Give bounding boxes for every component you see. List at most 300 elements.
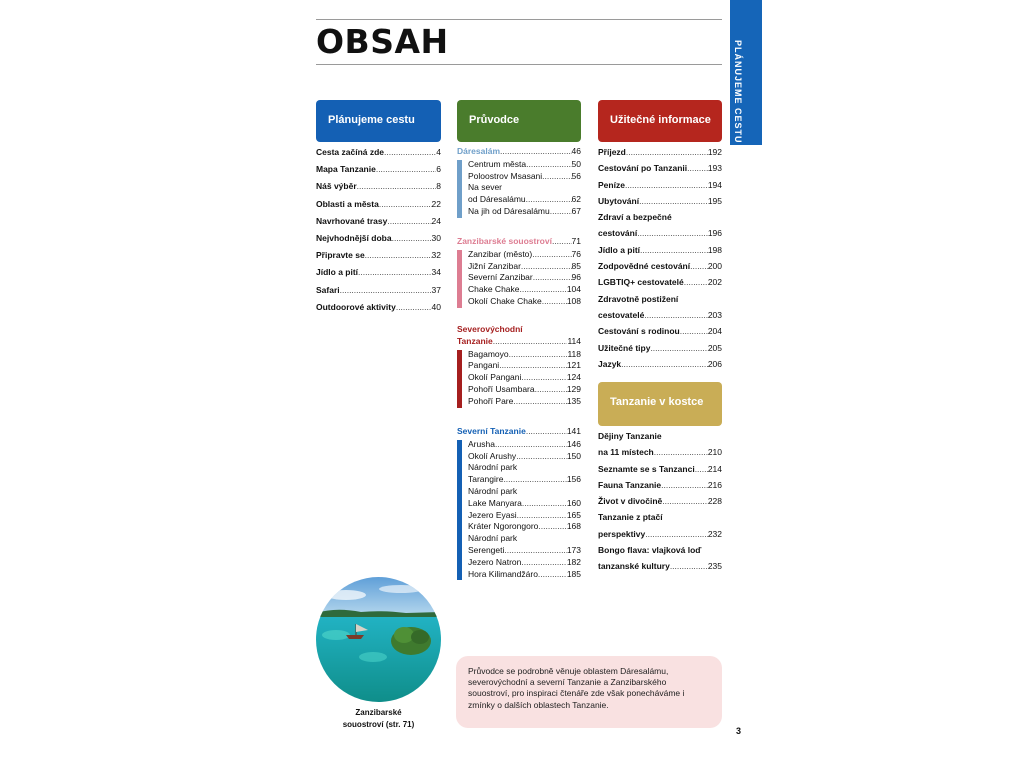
- section-color-bar: [457, 160, 462, 218]
- header-tanzania-overview-label: Tanzanie v kostce: [610, 396, 704, 408]
- toc-entry[interactable]: [468, 349, 581, 361]
- toc-item[interactable]: [468, 372, 581, 384]
- leader-dots: [644, 307, 708, 323]
- toc-entry-label: Peníze: [598, 179, 625, 190]
- toc-entry-label: Jezero Natron: [468, 556, 522, 567]
- toc-entry-label-line: Na sever: [468, 182, 503, 193]
- toc-entry-label: Severní Zanzibar: [468, 272, 533, 283]
- guide-subsection-list: [457, 349, 581, 408]
- toc-entry-page: 30: [431, 233, 441, 244]
- useful-info-toc-list: [598, 144, 722, 372]
- toc-entry-label: Chake Chake: [468, 284, 520, 295]
- toc-item[interactable]: [468, 171, 581, 183]
- leader-dots: [538, 569, 567, 581]
- leader-dots: [639, 193, 708, 209]
- toc-item[interactable]: [316, 196, 441, 213]
- toc-entry-page: 193: [707, 163, 722, 174]
- toc-entry-label: Náš výběr: [316, 181, 357, 192]
- leader-dots: [379, 196, 432, 213]
- toc-item[interactable]: [598, 509, 722, 542]
- toc-item[interactable]: [468, 272, 581, 284]
- toc-entry-label: Život v divočině: [598, 496, 663, 507]
- toc-entry[interactable]: [316, 213, 441, 230]
- toc-entry-label: Užitečné tipy: [598, 342, 651, 353]
- toc-entry-label: Pangani: [468, 360, 500, 371]
- toc-entry-label: Jídlo a pití: [316, 267, 359, 278]
- toc-entry-page: 146: [566, 438, 581, 449]
- leader-dots: [533, 272, 572, 284]
- toc-entry-label: Hora Kilimandžáro: [468, 568, 538, 579]
- toc-item[interactable]: [598, 428, 722, 461]
- toc-entry-label: Ubytování: [598, 195, 640, 206]
- toc-entry-page: 85: [571, 260, 581, 271]
- toc-entry[interactable]: [598, 323, 722, 339]
- overview-toc-list: [598, 428, 722, 575]
- toc-item[interactable]: [468, 284, 581, 296]
- toc-entry-label-line: Bongo flava: vlajková loď: [598, 545, 702, 556]
- toc-entry-label: Cestování s rodinou: [598, 326, 680, 337]
- leader-dots: [654, 444, 708, 460]
- toc-entry[interactable]: [468, 206, 581, 218]
- toc-entry-page: 206: [707, 358, 722, 369]
- toc-entry[interactable]: [468, 159, 581, 171]
- toc-entry-page: 204: [707, 326, 722, 337]
- toc-entry-page: 182: [566, 556, 581, 567]
- toc-entry[interactable]: [468, 569, 581, 581]
- toc-entry-page: 129: [566, 383, 581, 394]
- leader-dots: [513, 396, 566, 408]
- toc-entry[interactable]: [468, 360, 581, 372]
- toc-entry[interactable]: [598, 307, 722, 323]
- toc-item[interactable]: [468, 384, 581, 396]
- toc-entry[interactable]: [468, 439, 581, 451]
- toc-entry-page: 173: [566, 544, 581, 555]
- toc-entry-label: Na jih od Dáresalámu: [468, 205, 550, 216]
- leader-dots: [680, 323, 708, 339]
- toc-item[interactable]: [598, 493, 722, 509]
- leader-dots: [684, 274, 708, 290]
- toc-item[interactable]: [468, 533, 581, 557]
- header-guide[interactable]: [457, 100, 581, 142]
- toc-entry-page: 56: [571, 170, 581, 181]
- toc-entry-label: Cesta začíná zde: [316, 147, 385, 157]
- toc-item[interactable]: [468, 569, 581, 581]
- toc-entry-page: 22: [431, 198, 441, 209]
- leader-dots: [640, 242, 708, 258]
- toc-entry[interactable]: [468, 171, 581, 183]
- toc-entry[interactable]: [316, 299, 441, 316]
- toc-entry[interactable]: [468, 296, 581, 308]
- leader-dots: [690, 258, 708, 274]
- toc-item[interactable]: [468, 451, 581, 463]
- leader-dots: [625, 177, 708, 193]
- guide-section-title-row[interactable]: [457, 336, 581, 348]
- toc-entry-label: cestovatelé: [598, 309, 645, 320]
- leader-dots: [392, 230, 432, 247]
- toc-entry-label: Outdoorové aktivity: [316, 301, 396, 312]
- toc-entry-label-line: Dějiny Tanzanie: [598, 431, 662, 441]
- leader-dots: [550, 206, 572, 218]
- toc-item[interactable]: [316, 144, 441, 161]
- toc-item[interactable]: [598, 274, 722, 290]
- toc-item[interactable]: [468, 182, 581, 206]
- leader-dots: [552, 236, 572, 248]
- toc-entry[interactable]: [468, 384, 581, 396]
- toc-entry-page: 214: [707, 463, 722, 474]
- toc-entry-label: Pohoří Usambara: [468, 383, 535, 394]
- leader-dots: [542, 171, 571, 183]
- toc-entry[interactable]: [598, 144, 722, 160]
- guide-section-title[interactable]: [457, 236, 581, 248]
- header-tanzania-overview[interactable]: [598, 382, 722, 426]
- toc-entry[interactable]: [598, 274, 722, 290]
- toc-entry-page: 205: [707, 342, 722, 353]
- guide-section: [457, 426, 581, 580]
- toc-entry-page: 216: [707, 479, 722, 490]
- toc-entry-page: 135: [566, 395, 581, 406]
- toc-entry-label: Nejvhodnější doba: [316, 233, 392, 244]
- toc-entry-label: Dáresalám: [457, 146, 501, 156]
- toc-item[interactable]: [468, 296, 581, 308]
- toc-entry[interactable]: [468, 396, 581, 408]
- toc-item[interactable]: [468, 439, 581, 451]
- leader-dots: [499, 360, 567, 372]
- toc-entry[interactable]: [598, 225, 722, 241]
- toc-entry-page: 156: [566, 474, 581, 485]
- leader-dots: [687, 160, 708, 176]
- toc-entry-page: 192: [707, 147, 722, 157]
- toc-item[interactable]: [316, 178, 441, 195]
- toc-entry[interactable]: [316, 282, 441, 299]
- guide-section-title-row[interactable]: [457, 236, 581, 248]
- guide-section: [457, 236, 581, 308]
- toc-entry-label-line: Tanzanie z ptačí: [598, 512, 663, 523]
- toc-entry-label: Mapa Tanzanie: [316, 164, 376, 175]
- toc-item[interactable]: [468, 510, 581, 522]
- toc-item[interactable]: [598, 193, 722, 209]
- leader-dots: [500, 146, 572, 158]
- toc-entry-page: 32: [431, 250, 441, 261]
- toc-entry-page: 141: [566, 426, 581, 436]
- toc-entry-page: 71: [571, 236, 581, 246]
- toc-entry-page: 121: [566, 360, 581, 371]
- toc-item[interactable]: [316, 213, 441, 230]
- toc-entry[interactable]: [468, 510, 581, 522]
- page-number: 3: [736, 726, 742, 736]
- toc-entry-label: Safari: [316, 284, 340, 295]
- leader-dots: [357, 178, 437, 195]
- toc-entry-label-line: Zdravotně postižení: [598, 293, 679, 304]
- leader-dots: [538, 521, 566, 533]
- toc-item[interactable]: [468, 521, 581, 533]
- toc-entry-label: cestování: [598, 228, 638, 239]
- leader-dots: [650, 340, 707, 356]
- toc-entry-page: 62: [571, 194, 581, 205]
- toc-entry-page: 114: [567, 335, 581, 346]
- toc-entry-label: Jídlo a pití: [598, 244, 641, 255]
- leader-dots: [495, 439, 567, 451]
- guide-section: [457, 146, 581, 218]
- photo-caption: [316, 707, 441, 731]
- toc-entry-label: Kráter Ngorongoro: [468, 521, 539, 532]
- toc-entry[interactable]: [468, 284, 581, 296]
- toc-item[interactable]: [598, 160, 722, 176]
- toc-entry[interactable]: [316, 230, 441, 247]
- toc-entry-label: Jezero Eyasi: [468, 509, 517, 520]
- toc-entry[interactable]: [598, 258, 722, 274]
- toc-entry-page: 196: [707, 228, 722, 239]
- toc-entry[interactable]: [468, 557, 581, 569]
- guide-section-title[interactable]: [457, 426, 581, 438]
- toc-entry-label-line: Zdraví a bezpečné: [598, 212, 672, 223]
- toc-entry-page: 96: [571, 272, 581, 283]
- leader-dots: [662, 493, 708, 509]
- leader-dots: [695, 461, 708, 477]
- section-color-bar: [457, 440, 462, 581]
- leader-dots: [521, 372, 566, 384]
- toc-entry-page: 232: [707, 528, 722, 539]
- toc-entry[interactable]: [598, 193, 722, 209]
- header-useful-info-label: Užitečné informace: [610, 114, 711, 126]
- toc-item[interactable]: [316, 161, 441, 178]
- toc-entry[interactable]: [316, 247, 441, 264]
- toc-entry-label: Zanzibarské souostroví: [457, 236, 552, 246]
- toc-entry[interactable]: [468, 261, 581, 273]
- toc-item[interactable]: [468, 486, 581, 510]
- toc-entry[interactable]: [316, 161, 441, 178]
- leader-dots: [526, 194, 572, 206]
- toc-entry-page: 150: [566, 450, 581, 461]
- toc-entry[interactable]: [316, 264, 441, 281]
- section-color-bar: [457, 250, 462, 308]
- toc-item[interactable]: [468, 557, 581, 569]
- info-note: Průvodce se podrobně věnuje oblastem Dáresalámu, severovýchodní a severní Tanzanie a Zanzibarského souostroví, pro inspiraci čtenáře zde však ponecháváme i zmínky o dalších oblastech Tanzanie.: [456, 656, 722, 728]
- header-planning[interactable]: [316, 100, 441, 142]
- toc-entry[interactable]: [598, 461, 722, 477]
- leader-dots: [532, 249, 571, 261]
- toc-entry[interactable]: [598, 526, 722, 542]
- toc-entry[interactable]: [468, 451, 581, 463]
- toc-entry[interactable]: [598, 558, 722, 574]
- leader-dots: [504, 545, 566, 557]
- leader-dots: [535, 384, 567, 396]
- toc-item[interactable]: [598, 209, 722, 242]
- toc-item[interactable]: [598, 177, 722, 193]
- leader-dots: [661, 477, 708, 493]
- leader-dots: [516, 451, 567, 463]
- guide-subsection-list: [457, 249, 581, 308]
- toc-entry-page: 185: [566, 568, 581, 579]
- toc-item[interactable]: [598, 461, 722, 477]
- toc-entry-label: Navrhované trasy: [316, 215, 388, 226]
- toc-entry-page: 195: [707, 195, 722, 206]
- toc-item[interactable]: [468, 206, 581, 218]
- toc-entry-page: 67: [571, 205, 581, 216]
- toc-entry-page: 198: [707, 244, 722, 255]
- toc-item[interactable]: [468, 396, 581, 408]
- leader-dots: [670, 558, 708, 574]
- toc-entry-page: 200: [707, 261, 722, 272]
- guide-subsection-list: [457, 159, 581, 218]
- toc-entry-label: Příjezd: [598, 147, 626, 157]
- header-guide-label: Průvodce: [469, 114, 520, 126]
- toc-entry-label: Seznamte se s Tanzanci: [598, 463, 695, 474]
- leader-dots: [387, 213, 431, 230]
- toc-entry-page: 210: [707, 447, 722, 458]
- toc-entry-page: 228: [707, 496, 722, 507]
- leader-dots: [521, 261, 572, 273]
- toc-entry-page: 235: [707, 561, 722, 572]
- toc-item[interactable]: [598, 144, 722, 160]
- toc-item[interactable]: [468, 159, 581, 171]
- caption-line-2: souostroví (str. 71): [342, 720, 415, 729]
- toc-entry[interactable]: [316, 144, 441, 161]
- toc-entry[interactable]: [468, 521, 581, 533]
- guide-section-title[interactable]: [457, 146, 581, 158]
- toc-entry-page: 40: [431, 301, 441, 312]
- leader-dots: [621, 356, 708, 372]
- caption-line-1: Zanzibarské: [355, 708, 402, 717]
- toc-entry-page: 165: [566, 509, 581, 520]
- toc-item[interactable]: [598, 291, 722, 324]
- toc-item[interactable]: [316, 247, 441, 264]
- toc-entry-label: Serengeti: [468, 544, 505, 555]
- toc-entry-label-line: Národní park: [468, 462, 518, 473]
- leader-dots: [493, 336, 568, 348]
- header-useful-info[interactable]: [598, 100, 722, 142]
- toc-entry-label: Oblasti a města: [316, 198, 379, 209]
- toc-entry-label-line: Národní park: [468, 485, 518, 496]
- toc-item[interactable]: [598, 356, 722, 372]
- toc-entry[interactable]: [468, 498, 581, 510]
- side-tab-label: PLÁNUJEME CESTU: [733, 40, 743, 144]
- toc-entry[interactable]: [316, 196, 441, 213]
- toc-entry-label: Tarangire: [468, 474, 504, 485]
- toc-entry-label: Lake Manyara: [468, 497, 522, 508]
- leader-dots: [384, 144, 436, 161]
- guide-section-title[interactable]: [457, 324, 581, 348]
- guide-section-title-row[interactable]: [457, 146, 581, 158]
- toc-entry-page: 194: [707, 179, 722, 190]
- toc-entry[interactable]: [468, 249, 581, 261]
- toc-entry[interactable]: [598, 242, 722, 258]
- toc-entry-label-line: Národní park: [468, 533, 518, 544]
- toc-item[interactable]: [316, 299, 441, 316]
- leader-dots: [358, 264, 432, 281]
- toc-entry-label: Arusha: [468, 438, 495, 449]
- section-side-tab[interactable]: [730, 0, 762, 145]
- toc-entry-page: 4: [436, 147, 441, 157]
- toc-entry-label: Jazyk: [598, 358, 622, 369]
- toc-entry-page: 124: [566, 372, 581, 383]
- toc-item[interactable]: [316, 230, 441, 247]
- leader-dots: [520, 284, 567, 296]
- leader-dots: [542, 296, 567, 308]
- leader-dots: [526, 426, 567, 438]
- toc-entry[interactable]: [468, 545, 581, 557]
- leader-dots: [522, 498, 567, 510]
- toc-entry-page: 8: [436, 181, 441, 192]
- page-title: OBSAH: [316, 22, 449, 61]
- leader-dots: [626, 144, 708, 160]
- toc-entry[interactable]: [468, 372, 581, 384]
- leader-dots: [396, 299, 432, 316]
- toc-entry[interactable]: [598, 160, 722, 176]
- toc-entry-label: LGBTIQ+ cestovatelé: [598, 277, 684, 288]
- toc-entry-label: Zodpovědné cestování: [598, 261, 691, 272]
- toc-entry[interactable]: [598, 444, 722, 460]
- toc-entry[interactable]: [316, 178, 441, 195]
- toc-item[interactable]: [598, 340, 722, 356]
- toc-entry-label: Cestování po Tanzanii: [598, 163, 688, 174]
- leader-dots: [340, 282, 432, 299]
- guide-section-title-row[interactable]: [457, 426, 581, 438]
- toc-entry[interactable]: [598, 356, 722, 372]
- toc-entry-label: Centrum města: [468, 158, 527, 169]
- leader-dots: [526, 159, 571, 171]
- toc-item[interactable]: [468, 462, 581, 486]
- toc-item[interactable]: [316, 282, 441, 299]
- toc-entry-label: tanzanské kultury: [598, 561, 670, 572]
- toc-entry-label: na 11 místech: [598, 447, 654, 458]
- toc-item[interactable]: [598, 242, 722, 258]
- toc-entry-page: 168: [566, 521, 581, 532]
- toc-entry-page: 50: [571, 158, 581, 169]
- header-planning-label: Plánujeme cestu: [328, 114, 415, 126]
- toc-entry-label: od Dáresalámu: [468, 194, 526, 205]
- toc-entry-label: perspektivy: [598, 528, 646, 539]
- leader-dots: [645, 526, 708, 542]
- toc-entry-page: 76: [571, 248, 581, 259]
- toc-entry[interactable]: [468, 272, 581, 284]
- toc-entry-page: 160: [566, 497, 581, 508]
- toc-item[interactable]: [468, 249, 581, 261]
- toc-entry[interactable]: [598, 477, 722, 493]
- toc-entry-page: 108: [566, 295, 581, 306]
- guide-section: [457, 324, 581, 408]
- toc-entry[interactable]: [598, 177, 722, 193]
- section-color-bar: [457, 350, 462, 408]
- toc-item[interactable]: [598, 323, 722, 339]
- title-rule: [316, 64, 722, 65]
- toc-entry-label: Zanzibar (město): [468, 248, 533, 259]
- toc-entry-page: 37: [431, 284, 441, 295]
- leader-dots: [503, 474, 566, 486]
- toc-item[interactable]: [598, 542, 722, 575]
- leader-dots: [637, 225, 708, 241]
- leader-dots: [509, 349, 568, 361]
- toc-item[interactable]: [598, 477, 722, 493]
- toc-entry-page: 104: [566, 284, 581, 295]
- toc-entry-label: Pohoří Pare: [468, 395, 514, 406]
- toc-entry-label: Připravte se: [316, 250, 365, 261]
- toc-item[interactable]: [316, 264, 441, 281]
- toc-item[interactable]: [468, 360, 581, 372]
- toc-entry-label: Fauna Tanzanie: [598, 479, 662, 490]
- toc-entry[interactable]: [598, 493, 722, 509]
- leader-dots: [365, 247, 432, 264]
- toc-item[interactable]: [468, 349, 581, 361]
- toc-item[interactable]: [598, 258, 722, 274]
- toc-item[interactable]: [468, 261, 581, 273]
- toc-entry-label: Severní Tanzanie: [457, 426, 526, 436]
- toc-entry[interactable]: [468, 194, 581, 206]
- zanzibar-photo: [316, 577, 441, 702]
- toc-entry[interactable]: [468, 474, 581, 486]
- leader-dots: [376, 161, 436, 178]
- toc-entry[interactable]: [598, 340, 722, 356]
- toc-entry-page: 46: [571, 146, 581, 156]
